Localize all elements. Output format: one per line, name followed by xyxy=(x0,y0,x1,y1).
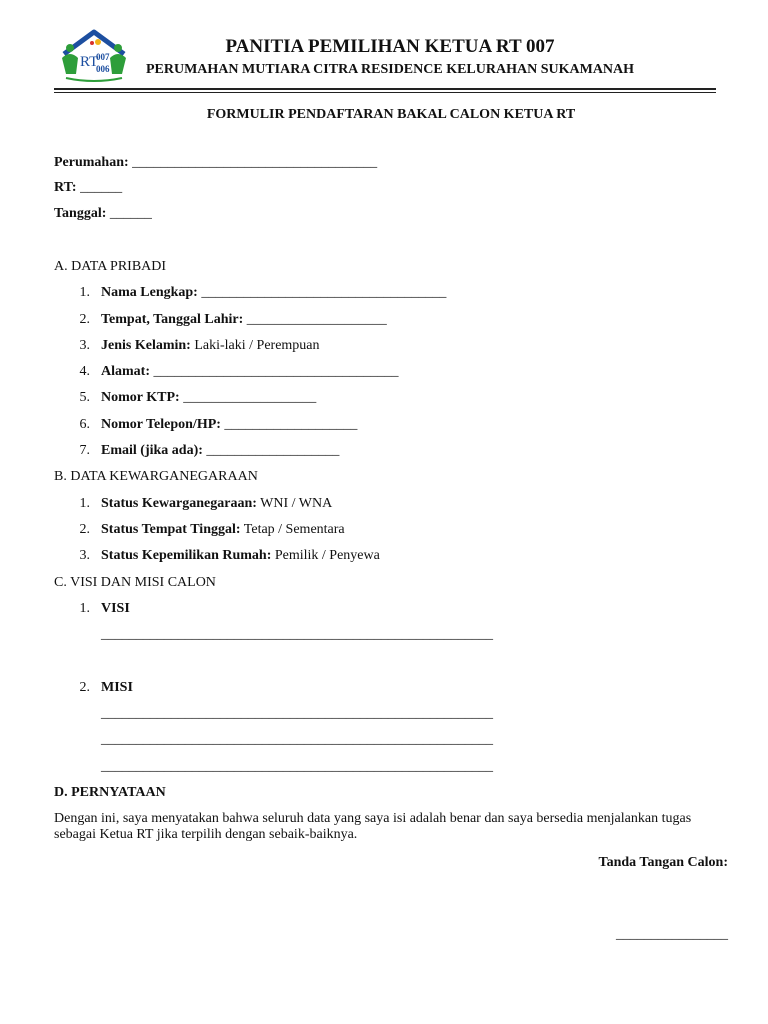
visi-line[interactable]: ________________________________________________________ xyxy=(101,627,493,642)
list-number: 2. xyxy=(79,680,90,695)
logo-rt-text: RT xyxy=(80,54,99,70)
field-label: RT: xyxy=(54,180,77,195)
field-nomor-ktp[interactable] xyxy=(101,390,316,406)
misi-line[interactable]: ________________________________________________________ xyxy=(101,706,493,721)
field-value: ___________________ xyxy=(220,417,358,432)
list-number: 1. xyxy=(79,285,90,300)
field-value: ____________________ xyxy=(243,312,387,327)
list-number: 5. xyxy=(79,390,90,405)
section-d-heading: D. PERNYATAAN xyxy=(54,785,166,800)
list-number: 3. xyxy=(79,548,90,563)
field-value: WNI / WNA xyxy=(256,496,333,511)
field-value: Pemilik / Penyewa xyxy=(271,548,380,563)
list-number: 2. xyxy=(79,312,90,327)
field-label: Email (jika ada): xyxy=(101,443,203,458)
housing-subtitle: PERUMAHAN MUTIARA CITRA RESIDENCE KELURAHAN SUKAMANAH xyxy=(145,62,635,77)
misi-line[interactable]: ________________________________________________________ xyxy=(101,759,493,774)
field-label: Tanggal: xyxy=(54,206,107,221)
signature-label: Tanda Tangan Calon: xyxy=(598,855,728,870)
list-number: 1. xyxy=(79,496,90,511)
field-nama-lengkap[interactable] xyxy=(101,285,446,301)
field-alamat[interactable] xyxy=(101,364,399,380)
visi-label: VISI xyxy=(101,601,130,616)
misi-line[interactable]: ________________________________________________________ xyxy=(101,732,493,747)
list-number: 3. xyxy=(79,338,90,353)
field-tanggal[interactable] xyxy=(54,206,152,222)
field-label: Perumahan: xyxy=(54,155,129,170)
field-label: Alamat: xyxy=(101,364,150,379)
section-a-heading: A. DATA PRIBADI xyxy=(54,259,167,274)
section-c-heading: C. VISI DAN MISI CALON xyxy=(54,575,216,590)
field-jenis-kelamin[interactable] xyxy=(101,338,320,354)
field-status-kewarganegaraan[interactable] xyxy=(101,496,332,512)
misi-label: MISI xyxy=(101,680,133,695)
logo-number-bottom: 006 xyxy=(96,64,110,74)
field-label: Nomor KTP: xyxy=(101,390,180,405)
field-label: Nomor Telepon/HP: xyxy=(101,417,221,432)
list-number: 4. xyxy=(79,364,90,379)
header-divider-thin xyxy=(54,92,716,93)
field-value: Laki-laki / Perempuan xyxy=(190,338,320,353)
field-status-tempat-tinggal[interactable] xyxy=(101,522,345,538)
field-tempat-tanggal-lahir[interactable] xyxy=(101,312,387,328)
field-label: Jenis Kelamin: xyxy=(101,338,191,353)
field-value: ___________________________________ xyxy=(197,285,447,300)
field-value: Tetap / Sementara xyxy=(240,522,345,537)
field-blank: ______ xyxy=(76,180,123,195)
field-value: ___________________________________ xyxy=(150,364,399,379)
field-status-kepemilikan-rumah[interactable] xyxy=(101,548,380,564)
field-email[interactable] xyxy=(101,443,339,459)
list-number: 6. xyxy=(79,417,90,432)
field-label: Tempat, Tanggal Lahir: xyxy=(101,312,244,327)
field-label: Nama Lengkap: xyxy=(101,285,198,300)
field-label: Status Kepemilikan Rumah: xyxy=(101,548,272,563)
section-b-heading: B. DATA KEWARGANEGARAAN xyxy=(54,469,258,484)
list-number: 2. xyxy=(79,522,90,537)
field-value: ___________________ xyxy=(179,390,317,405)
form-title: FORMULIR PENDAFTARAN BAKAL CALON KETUA RT xyxy=(206,107,576,122)
list-number: 7. xyxy=(79,443,90,458)
field-perumahan[interactable] xyxy=(54,155,377,171)
signature-line[interactable]: ________________ xyxy=(616,927,728,942)
committee-title: PANITIA PEMILIHAN KETUA RT 007 xyxy=(225,36,555,57)
field-rt[interactable] xyxy=(54,180,122,196)
field-blank: ______ xyxy=(106,206,152,221)
field-value: ___________________ xyxy=(202,443,340,458)
rt-logo xyxy=(58,28,130,84)
field-blank: ___________________________________ xyxy=(128,155,378,170)
statement-paragraph: Dengan ini, saya menyatakan bahwa seluruh data yang saya isi adalah benar dan saya bersedia menjalankan tugas sebagai Ketua RT jika terpilih dengan sebaik-baiknya. xyxy=(54,811,692,842)
field-nomor-telepon[interactable] xyxy=(101,417,357,433)
header-divider-thick xyxy=(54,88,716,90)
logo-number-top: 007 xyxy=(96,52,110,62)
list-number: 1. xyxy=(79,601,90,616)
field-label: Status Kewarganegaraan: xyxy=(101,496,257,511)
field-label: Status Tempat Tinggal: xyxy=(101,522,241,537)
